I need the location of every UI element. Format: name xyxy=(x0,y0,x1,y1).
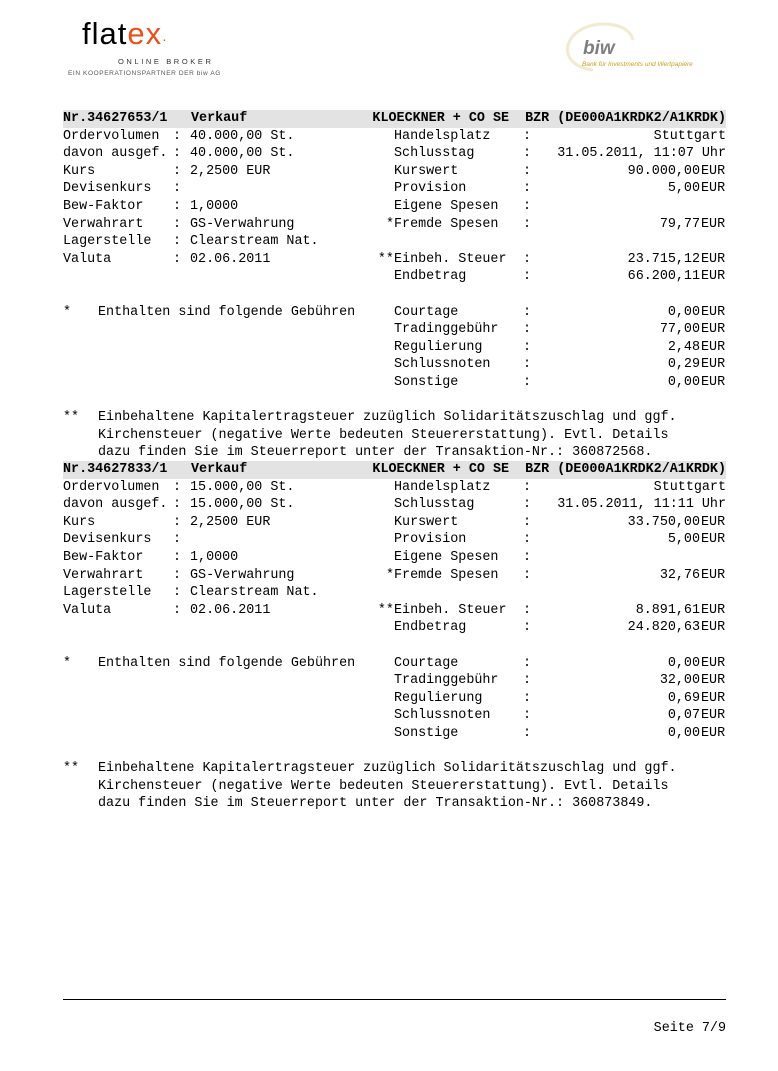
fee-label: Courtage xyxy=(394,304,459,320)
field-label: Provision xyxy=(394,181,467,197)
footer-divider xyxy=(63,999,726,1000)
field-colon: : xyxy=(523,181,532,197)
biw-logo-swoosh xyxy=(553,20,723,80)
field-label: Endbetrag xyxy=(394,269,467,285)
field-label: Schlusstag xyxy=(394,146,475,162)
fee-label: Courtage xyxy=(394,655,459,671)
field-value: 40.000,00 St. xyxy=(190,128,295,144)
field-colon: : xyxy=(173,216,182,232)
field-colon: : xyxy=(173,128,182,144)
fee-colon: : xyxy=(523,357,532,373)
fee-currency: EUR xyxy=(701,339,726,355)
fee-colon: : xyxy=(523,708,532,724)
field-colon: : xyxy=(173,532,182,548)
field-colon: : xyxy=(173,585,182,601)
fee-colon: : xyxy=(523,655,532,671)
field-value: 2,2500 EUR xyxy=(190,163,271,179)
field-label: Kurs xyxy=(63,514,96,530)
field-value: 40.000,00 St. xyxy=(190,146,295,162)
flatex-logo-flat: flat xyxy=(82,16,128,51)
fee-currency: EUR xyxy=(701,673,726,689)
field-amount: 23.715,12 xyxy=(627,251,700,267)
fee-amount: 0,00 xyxy=(667,655,700,671)
fee-currency: EUR xyxy=(701,726,726,741)
field-label: Kurs xyxy=(63,163,96,179)
field-amount: Stuttgart xyxy=(653,479,726,495)
fee-currency: EUR xyxy=(701,690,726,706)
field-label: Handelsplatz xyxy=(394,479,491,495)
fees-marker: * xyxy=(63,304,72,320)
footnote-marker: * xyxy=(385,567,394,583)
field-currency: EUR xyxy=(701,532,726,548)
order-header xyxy=(63,110,726,128)
fees-marker: * xyxy=(63,655,72,671)
field-colon: : xyxy=(523,163,532,179)
order-number: Nr.34627653/1 xyxy=(63,111,168,126)
field-amount: 31.05.2011, 11:11 Uhr xyxy=(557,497,726,513)
field-value: 1,0000 xyxy=(190,550,239,565)
fee-colon: : xyxy=(523,726,532,741)
fee-label: Schlussnoten xyxy=(394,708,491,724)
field-colon: : xyxy=(173,497,182,513)
field-currency: EUR xyxy=(701,269,726,285)
order-header xyxy=(63,461,726,479)
field-amount: 24.820,63 xyxy=(627,620,700,636)
fees-title: Enthalten sind folgende Gebühren xyxy=(98,655,356,671)
field-value: 02.06.2011 xyxy=(190,251,271,267)
field-label: Verwahrart xyxy=(63,216,144,232)
tax-note-marker: ** xyxy=(63,410,80,426)
field-colon: : xyxy=(523,514,532,530)
field-amount: 90.000,00 xyxy=(627,163,700,179)
tax-note-line: Einbehaltene Kapitalertragsteuer zuzüglich Solidaritätszuschlag und ggf. xyxy=(98,410,677,426)
field-currency: EUR xyxy=(701,602,726,618)
field-label: Fremde Spesen xyxy=(394,216,499,232)
biw-logo-name: biw xyxy=(583,38,615,59)
field-label: Handelsplatz xyxy=(394,128,491,144)
field-label: Einbeh. Steuer xyxy=(394,602,507,618)
fee-colon: : xyxy=(523,304,532,320)
field-colon: : xyxy=(523,567,532,583)
field-label: Valuta xyxy=(63,251,112,267)
field-value: GS-Verwahrung xyxy=(190,567,295,583)
field-value: GS-Verwahrung xyxy=(190,216,295,232)
field-label: Valuta xyxy=(63,602,112,618)
tax-note-line: Kirchensteuer (negative Werte bedeuten Steuererstattung). Evtl. Details xyxy=(98,778,669,794)
field-colon: : xyxy=(523,146,532,162)
fee-amount: 0,00 xyxy=(667,304,700,320)
field-label: Eigene Spesen xyxy=(394,199,499,214)
security-name: KLOECKNER + CO SE BZR (DE000A1KRDK2/A1KRDK) xyxy=(372,111,726,126)
field-amount: 31.05.2011, 11:07 Uhr xyxy=(557,146,726,162)
field-colon: : xyxy=(523,620,532,636)
field-colon: : xyxy=(173,514,182,530)
field-colon: : xyxy=(173,234,182,250)
field-colon: : xyxy=(523,550,532,565)
field-label: Verwahrart xyxy=(63,567,144,583)
field-colon: : xyxy=(173,602,182,618)
fee-currency: EUR xyxy=(701,375,726,390)
flatex-logo-ex: ex xyxy=(127,16,163,51)
security-name: KLOECKNER + CO SE BZR (DE000A1KRDK2/A1KRDK) xyxy=(372,462,726,477)
field-label: Fremde Spesen xyxy=(394,567,499,583)
field-label: Endbetrag xyxy=(394,620,467,636)
field-label: Lagerstelle xyxy=(63,585,152,601)
fee-colon: : xyxy=(523,690,532,706)
field-colon: : xyxy=(173,550,182,565)
tax-note-line: dazu finden Sie im Steuerreport unter der Transaktion-Nr.: 360872568. xyxy=(98,445,653,461)
field-colon: : xyxy=(173,251,182,267)
field-colon: : xyxy=(523,497,532,513)
field-label: Devisenkurs xyxy=(63,181,152,197)
field-value: 2,2500 EUR xyxy=(190,514,271,530)
flatex-logo: flatex· xyxy=(82,16,168,51)
tax-note-line: Einbehaltene Kapitalertragsteuer zuzüglich Solidaritätszuschlag und ggf. xyxy=(98,761,677,777)
fee-label: Tradinggebühr xyxy=(394,322,499,338)
fee-currency: EUR xyxy=(701,655,726,671)
field-colon: : xyxy=(173,146,182,162)
field-colon: : xyxy=(523,269,532,285)
field-label: davon ausgef. xyxy=(63,146,168,162)
fee-amount: 0,00 xyxy=(667,375,700,390)
field-colon: : xyxy=(523,216,532,232)
field-colon: : xyxy=(523,602,532,618)
field-label: Eigene Spesen xyxy=(394,550,499,565)
field-label: Provision xyxy=(394,532,467,548)
field-colon: : xyxy=(173,199,182,214)
fee-amount: 0,07 xyxy=(667,708,700,724)
field-value: Clearstream Nat. xyxy=(190,234,319,250)
fee-label: Schlussnoten xyxy=(394,357,491,373)
field-currency: EUR xyxy=(701,251,726,267)
field-colon: : xyxy=(523,479,532,495)
field-amount: 5,00 xyxy=(667,532,700,548)
field-colon: : xyxy=(173,181,182,197)
flatex-cooperation-note: EIN KOOPERATIONSPARTNER DER biw AG xyxy=(68,70,221,77)
order-type: Verkauf xyxy=(191,111,248,126)
field-label: Devisenkurs xyxy=(63,532,152,548)
field-amount: 8.891,61 xyxy=(635,602,700,618)
field-currency: EUR xyxy=(701,181,726,197)
order-number: Nr.34627833/1 xyxy=(63,462,168,477)
field-colon: : xyxy=(523,128,532,144)
fee-label: Sonstige xyxy=(394,726,459,741)
field-amount: 33.750,00 xyxy=(627,514,700,530)
fee-label: Regulierung xyxy=(394,690,483,706)
field-amount: 5,00 xyxy=(667,181,700,197)
field-amount: 66.200,11 xyxy=(627,269,700,285)
field-value: Clearstream Nat. xyxy=(190,585,319,601)
field-value: 15.000,00 St. xyxy=(190,497,295,513)
fees-title: Enthalten sind folgende Gebühren xyxy=(98,304,356,320)
field-currency: EUR xyxy=(701,514,726,530)
footnote-marker: ** xyxy=(377,251,394,267)
field-label: Kurswert xyxy=(394,163,459,179)
field-colon: : xyxy=(173,567,182,583)
field-label: Ordervolumen xyxy=(63,479,160,495)
fee-amount: 0,69 xyxy=(667,690,700,706)
fee-amount: 77,00 xyxy=(659,322,700,338)
field-label: Einbeh. Steuer xyxy=(394,251,507,267)
fee-amount: 0,00 xyxy=(667,726,700,741)
field-label: Bew-Faktor xyxy=(63,199,144,214)
tax-note-line: Kirchensteuer (negative Werte bedeuten Steuererstattung). Evtl. Details xyxy=(98,427,669,443)
field-value: 02.06.2011 xyxy=(190,602,271,618)
tax-note-marker: ** xyxy=(63,761,80,777)
fee-currency: EUR xyxy=(701,304,726,320)
footnote-marker: * xyxy=(385,216,394,232)
field-value: 15.000,00 St. xyxy=(190,479,295,495)
fee-currency: EUR xyxy=(701,322,726,338)
biw-logo-subtitle: Bank für Investments und Wertpapiere xyxy=(582,61,693,68)
field-value: 1,0000 xyxy=(190,199,239,214)
field-colon: : xyxy=(523,532,532,548)
fee-colon: : xyxy=(523,339,532,355)
field-label: davon ausgef. xyxy=(63,497,168,513)
fee-colon: : xyxy=(523,375,532,390)
field-currency: EUR xyxy=(701,567,726,583)
field-amount: 32,76 xyxy=(659,567,700,583)
fee-amount: 2,48 xyxy=(667,339,700,355)
field-currency: EUR xyxy=(701,216,726,232)
order-type: Verkauf xyxy=(191,462,248,477)
footnote-marker: ** xyxy=(377,602,394,618)
field-colon: : xyxy=(173,479,182,495)
fee-colon: : xyxy=(523,322,532,338)
tax-note-line: dazu finden Sie im Steuerreport unter der Transaktion-Nr.: 360873849. xyxy=(98,796,653,812)
field-colon: : xyxy=(523,251,532,267)
field-amount: 79,77 xyxy=(659,216,700,232)
fee-amount: 0,29 xyxy=(667,357,700,373)
flatex-subtitle: ONLINE BROKER xyxy=(118,57,214,66)
field-colon: : xyxy=(523,199,532,214)
fee-currency: EUR xyxy=(701,708,726,724)
field-label: Kurswert xyxy=(394,514,459,530)
field-label: Ordervolumen xyxy=(63,128,160,144)
field-label: Lagerstelle xyxy=(63,234,152,250)
fee-colon: : xyxy=(523,673,532,689)
fee-label: Tradinggebühr xyxy=(394,673,499,689)
field-colon: : xyxy=(173,163,182,179)
fee-label: Sonstige xyxy=(394,375,459,390)
field-currency: EUR xyxy=(701,620,726,636)
field-currency: EUR xyxy=(701,163,726,179)
fee-amount: 32,00 xyxy=(659,673,700,689)
field-label: Schlusstag xyxy=(394,497,475,513)
field-label: Bew-Faktor xyxy=(63,550,144,565)
page-number: Seite 7/9 xyxy=(653,1021,726,1036)
field-amount: Stuttgart xyxy=(653,128,726,144)
fee-currency: EUR xyxy=(701,357,726,373)
fee-label: Regulierung xyxy=(394,339,483,355)
